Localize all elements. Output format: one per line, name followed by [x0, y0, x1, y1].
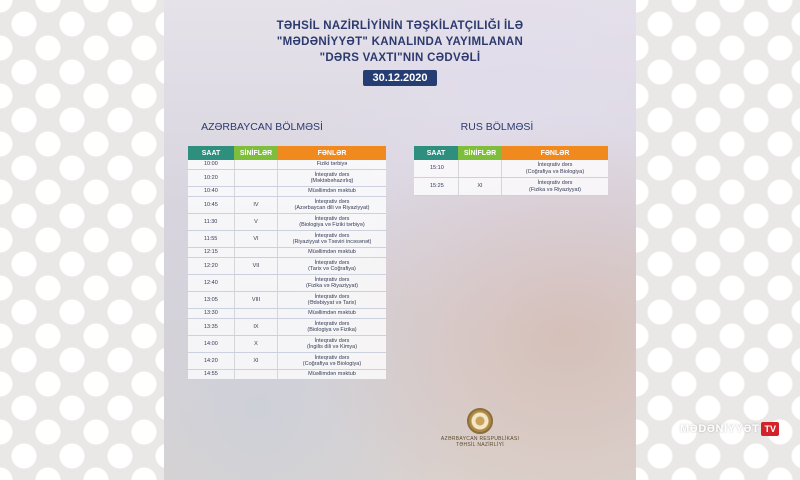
schedule-row	[414, 178, 608, 196]
schedule-row	[188, 160, 386, 170]
grade-cell: IX	[234, 319, 278, 336]
time-cell: 11:30	[188, 214, 234, 231]
subject-line: İnteqrativ dərs	[537, 180, 573, 186]
az-schedule-table	[188, 146, 386, 380]
col-header-sinifler: SİNİFLƏR	[234, 146, 278, 160]
subject-cell	[278, 258, 386, 275]
subject-cell	[278, 275, 386, 292]
ru-schedule-table	[414, 146, 608, 196]
subject-cell	[278, 292, 386, 309]
medeniyyet-tv-logo	[680, 422, 779, 436]
subject-line: İnteqrativ dərs	[314, 276, 350, 283]
time-cell: 10:00	[188, 160, 234, 170]
time-cell: 10:40	[188, 187, 234, 197]
az-section-title: AZƏRBAYCAN BÖLMƏSİ	[201, 121, 323, 133]
time-cell: 11:55	[188, 231, 234, 248]
time-cell: 10:45	[188, 197, 234, 214]
subject-line: Müəllimdən məktub	[308, 310, 356, 317]
schedule-row	[188, 231, 386, 248]
grade-cell: VI	[234, 231, 278, 248]
grade-cell: IV	[234, 197, 278, 214]
ministry-emblem-icon	[467, 408, 493, 434]
schedule-row	[188, 275, 386, 292]
grade-cell: VII	[234, 258, 278, 275]
subject-line: İnteqrativ dərs	[314, 354, 350, 361]
subject-cell	[278, 353, 386, 370]
grade-cell	[458, 160, 502, 178]
time-cell: 12:40	[188, 275, 234, 292]
subject-cell	[278, 319, 386, 336]
grade-cell: XI	[458, 178, 502, 196]
time-cell: 15:25	[414, 178, 458, 196]
subject-cell	[278, 309, 386, 319]
subject-line: İnteqrativ dərs	[314, 215, 350, 222]
ministry-name-line-1: AZƏRBAYCAN RESPUBLİKASI	[440, 436, 520, 442]
schedule-row	[414, 160, 608, 178]
grade-cell: VIII	[234, 292, 278, 309]
col-header-fenler: FƏNLƏR	[278, 146, 386, 160]
tv-logo-badge: TV	[761, 422, 779, 436]
subject-cell	[278, 170, 386, 187]
time-cell: 15:10	[414, 160, 458, 178]
schedule-row	[188, 353, 386, 370]
subject-cell	[278, 231, 386, 248]
subject-detail: (Riyaziyyat və Təsviri incəsənət)	[292, 239, 372, 245]
grade-cell	[234, 187, 278, 197]
time-cell: 13:30	[188, 309, 234, 319]
subject-detail: (Fizika və Riyaziyyat)	[306, 283, 358, 289]
subject-line: İnteqrativ dərs	[314, 232, 350, 239]
schedule-row	[188, 197, 386, 214]
header-line-2: "MƏDƏNİYYƏT" KANALINDA YAYIMLANAN	[276, 36, 524, 48]
schedule-row	[188, 187, 386, 197]
subject-detail: (İngilis dili və Kimya)	[306, 344, 358, 350]
subject-line: Fiziki tərbiyə	[316, 161, 348, 168]
subject-line: İnteqrativ dərs	[314, 198, 350, 205]
grade-cell: X	[234, 336, 278, 353]
subject-cell	[278, 197, 386, 214]
tv-logo-word: MƏDƏNİYYƏT	[680, 423, 760, 435]
subject-line: Müəllimdən məktub	[308, 249, 356, 256]
subject-line: İnteqrativ dərs	[314, 337, 350, 344]
subject-line: İnteqrativ dərs	[314, 293, 350, 300]
col-header-saat: SAAT	[188, 146, 234, 160]
subject-detail: (Biologiya və Fizika)	[307, 327, 357, 333]
grade-cell	[234, 309, 278, 319]
subject-cell	[278, 336, 386, 353]
subject-detail: (Ədəbiyyat və Tarix)	[307, 300, 357, 306]
grade-cell	[234, 170, 278, 187]
grade-cell	[234, 370, 278, 380]
schedule-row	[188, 309, 386, 319]
schedule-row	[188, 258, 386, 275]
ministry-logo	[440, 408, 520, 448]
subject-line: İnteqrativ dərs	[314, 171, 350, 178]
subject-cell	[278, 370, 386, 380]
subject-detail: (Azərbaycan dili və Riyaziyyat)	[294, 205, 370, 211]
schedule-row	[188, 336, 386, 353]
schedule-row	[188, 292, 386, 309]
header-line-1: TƏHSİL NAZİRLİYİNİN TƏŞKİLATÇILIĞI İLƏ	[276, 20, 524, 32]
schedule-row	[188, 170, 386, 187]
subject-detail: (Coğrafiya və Biologiya)	[302, 361, 362, 367]
schedule-row	[188, 370, 386, 380]
time-cell: 10:20	[188, 170, 234, 187]
subject-line: İnteqrativ dərs	[314, 259, 350, 266]
subject-detail: (Məktəbəhazırlıq)	[310, 178, 354, 184]
time-cell: 14:20	[188, 353, 234, 370]
schedule-row	[188, 214, 386, 231]
schedule-row	[188, 319, 386, 336]
grade-cell	[234, 160, 278, 170]
date-badge: 30.12.2020	[363, 70, 436, 86]
subject-detail: (Biologiya və Fiziki tərbiyə)	[299, 222, 365, 228]
grade-cell: V	[234, 214, 278, 231]
subject-line: İnteqrativ dərs	[537, 162, 573, 168]
ministry-name-line-2: TƏHSİL NAZİRLİYİ	[456, 442, 504, 448]
subject-detail: (Coğrafiya və Biologiya)	[525, 168, 585, 175]
poster-header	[164, 18, 636, 86]
right-pattern-strip	[636, 0, 800, 480]
subject-line: Müəllimdən məktub	[308, 371, 356, 378]
schedule-poster	[164, 0, 776, 480]
subject-detail: (Tarix və Coğrafiya)	[308, 266, 356, 272]
subject-cell	[502, 160, 608, 178]
time-cell: 13:35	[188, 319, 234, 336]
subject-line: Müəllimdən məktub	[308, 188, 356, 195]
grade-cell: XI	[234, 353, 278, 370]
subject-cell	[278, 214, 386, 231]
grade-cell	[234, 248, 278, 258]
header-line-3: "DƏRS VAXTI"NIN CƏDVƏLİ	[319, 52, 481, 64]
time-cell: 14:00	[188, 336, 234, 353]
ru-section-title: RUS BÖLMƏSİ	[460, 121, 534, 133]
grade-cell	[234, 275, 278, 292]
time-cell: 12:20	[188, 258, 234, 275]
time-cell: 14:55	[188, 370, 234, 380]
left-pattern-strip	[0, 0, 164, 480]
subject-cell	[278, 248, 386, 258]
schedule-row	[188, 248, 386, 258]
subject-cell	[502, 178, 608, 196]
col-header-fenler: FƏNLƏR	[502, 146, 608, 160]
time-cell: 12:15	[188, 248, 234, 258]
col-header-saat: SAAT	[414, 146, 458, 160]
subject-line: İnteqrativ dərs	[314, 320, 350, 327]
subject-cell	[278, 160, 386, 170]
col-header-sinifler: SİNİFLƏR	[458, 146, 502, 160]
subject-detail: (Fizika və Riyaziyyat)	[529, 186, 581, 193]
subject-cell	[278, 187, 386, 197]
time-cell: 13:05	[188, 292, 234, 309]
